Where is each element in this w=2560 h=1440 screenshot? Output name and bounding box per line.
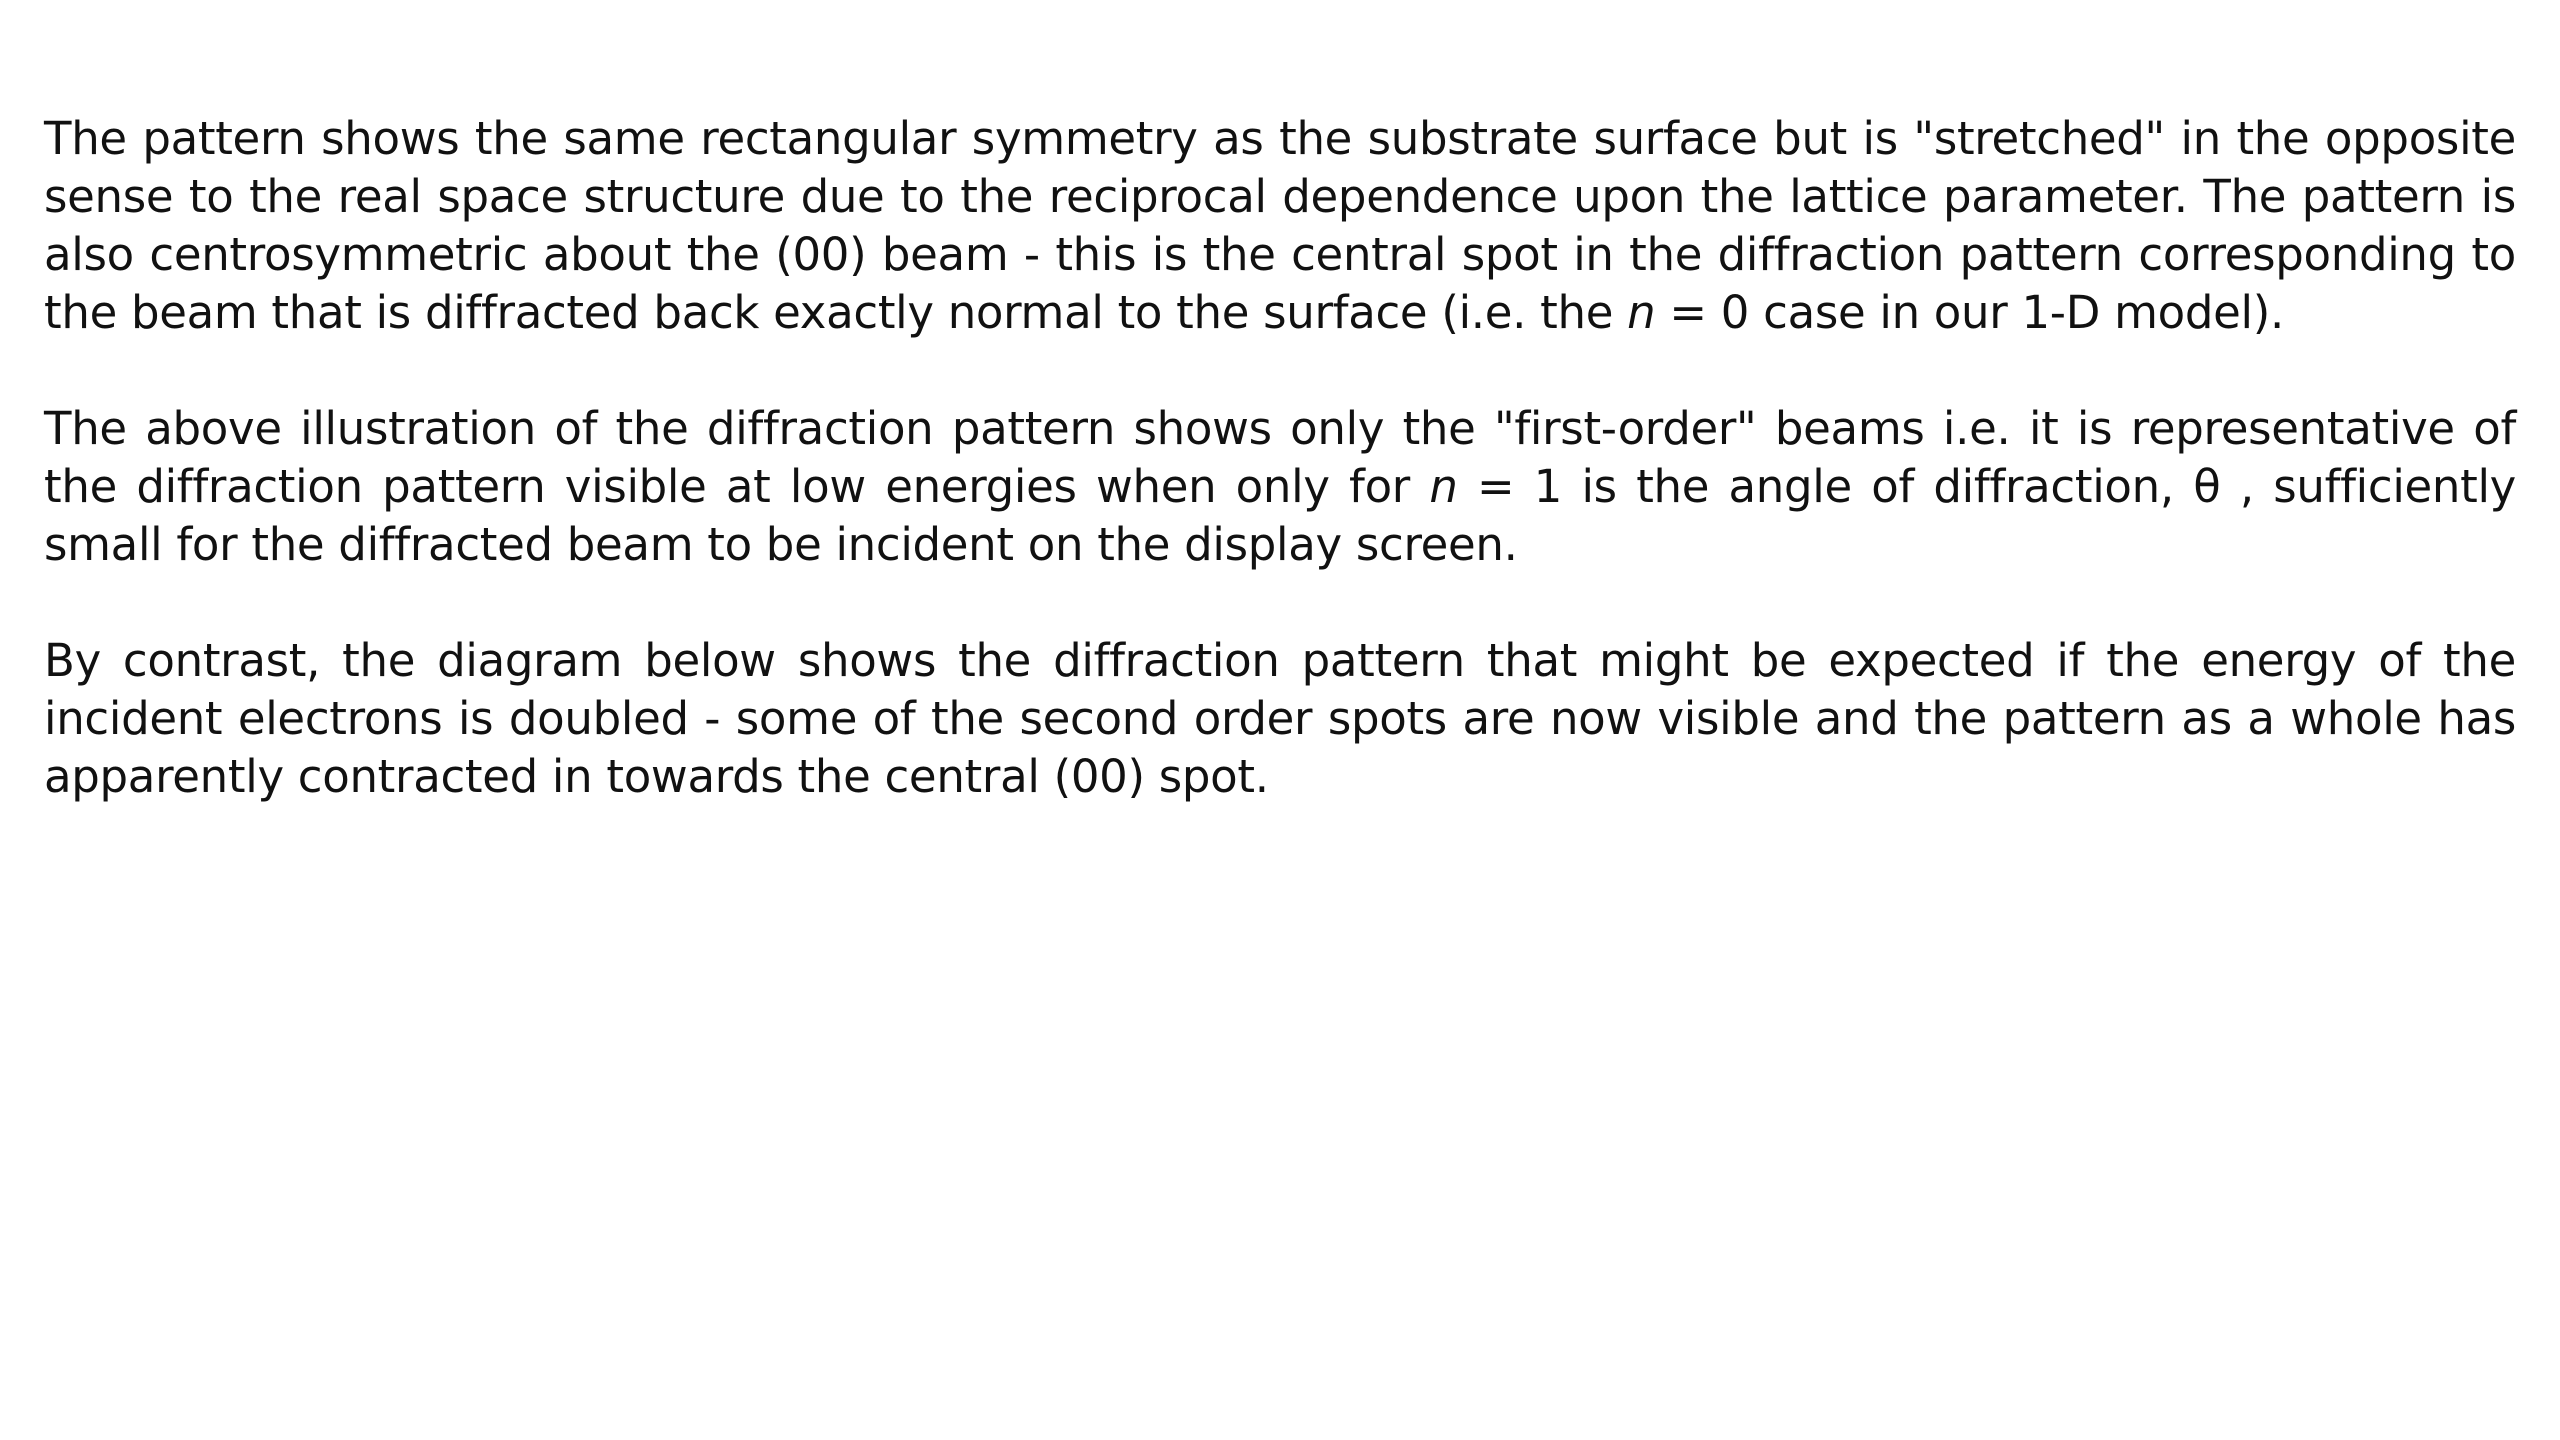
paragraph-1-text-end: = 0 case in our 1-D model). bbox=[1655, 286, 2284, 339]
paragraph-2 bbox=[44, 400, 2516, 574]
paragraph-2-text-end: = 1 is the angle of diffraction, θ , sufficiently small for the diffracted beam to be incident on the display screen. bbox=[44, 460, 2517, 571]
paragraph-1-text: The pattern shows the same rectangular symmetry as the substrate surface but is "stretched" in the opposite sense to the real space structure due to the reciprocal dependence upon the lattice parameter. The pattern is also centrosymmetric about the (00) beam - this is the central spot in the diffraction pattern corresponding to the beam that is diffracted back exactly normal to the surface (i.e. the bbox=[44, 112, 2516, 339]
paragraph-3-text: By contrast, the diagram below shows the diffraction pattern that might be expected if the energy of the incident electrons is doubled - some of the second order spots are now visible and the pattern as a whole has apparently contracted in towards the central (00) spot. bbox=[44, 634, 2516, 803]
variable-n: n bbox=[1627, 286, 1656, 339]
paragraph-1 bbox=[44, 110, 2516, 342]
paragraph-3 bbox=[44, 632, 2516, 806]
document-body bbox=[44, 110, 2516, 864]
paragraph-2-text: The above illustration of the diffraction pattern shows only the "first-order" beams i.e. it is representative of the diffraction pattern visible at low energies when only for bbox=[44, 402, 2516, 513]
variable-n: n bbox=[1429, 460, 1458, 513]
